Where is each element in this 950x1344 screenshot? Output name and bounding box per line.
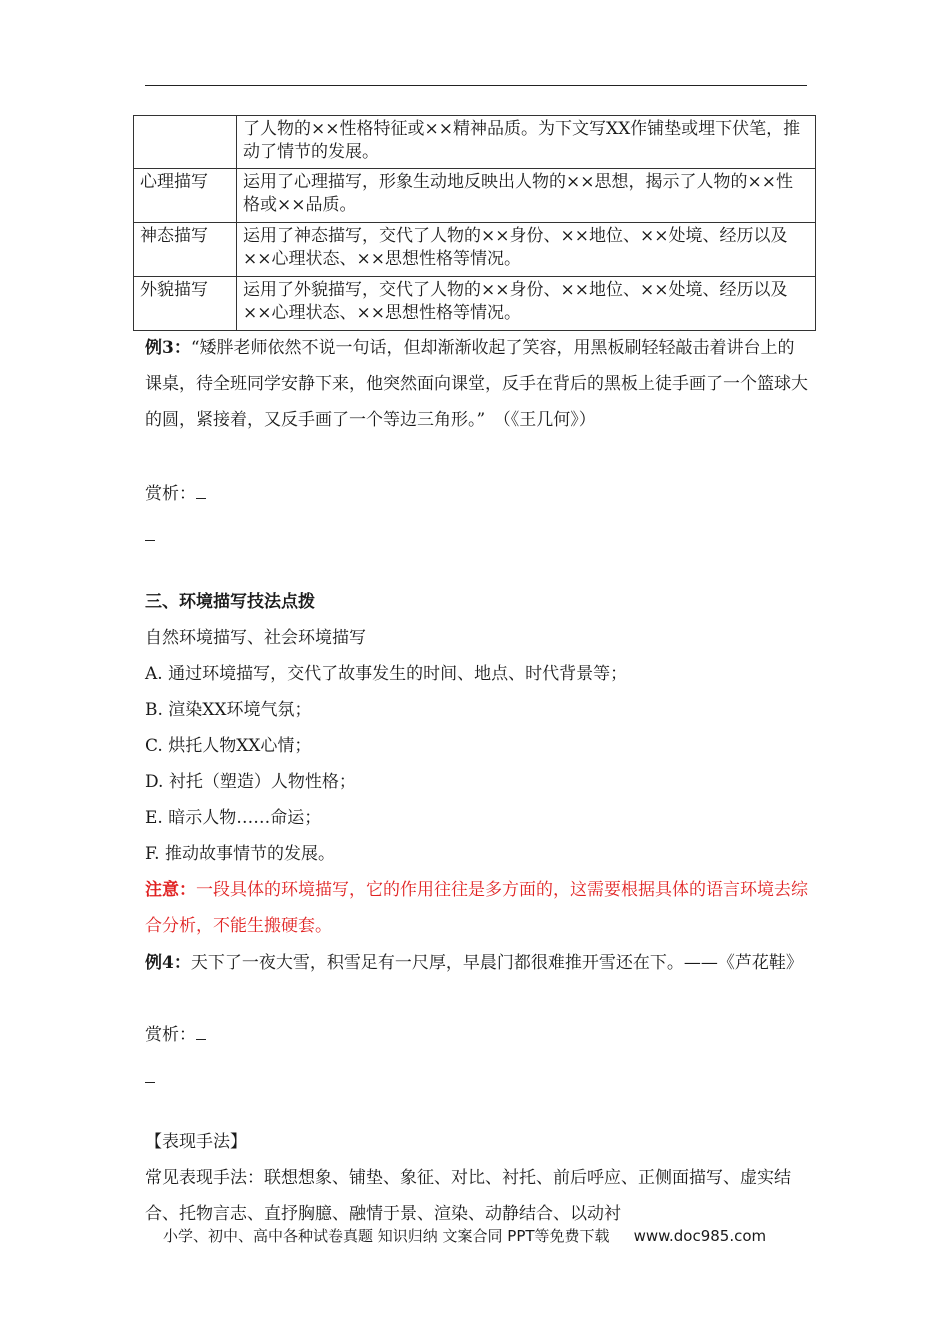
answer-blank[interactable] — [196, 1025, 206, 1040]
description-table — [133, 115, 816, 331]
table-cell-text: 运用了外貌描写，交代了人物的××身份、××地位、××处境、经历以及××心理状态、××思想性格等情况。 — [237, 277, 816, 331]
list-item: E. 暗示人物……命运； — [145, 808, 322, 828]
techniques-heading: 【表现手法】 — [145, 1132, 247, 1152]
appreciation-label-2: 赏析： — [145, 1025, 196, 1045]
example-3-label: 例3： — [145, 338, 191, 358]
example-3-text: “矮胖老师依然不说一句话，但却渐渐收起了笑容，用黑板刷轻轻敲击着讲台上的课桌，待全班同学安静下来，他突然面向课堂，反手在背后的黑板上徒手画了一个篮球大的圆，紧接着，又反手画了一个等边三角形。” （《王几何》） — [145, 338, 808, 430]
example-4-text: 天下了一夜大雪，积雪足有一尺厚，早晨门都很难推开雪还在下。——《芦花鞋》 — [190, 953, 803, 973]
answer-blank[interactable] — [196, 484, 206, 499]
table-cell-text: 运用了心理描写，形象生动地反映出人物的××思想，揭示了人物的××性格或××品质。 — [237, 169, 816, 223]
techniques-text: 常见表现手法：联想想象、铺垫、象征、对比、衬托、前后呼应、正侧面描写、虚实结合、托物言志、直抒胸臆、融情于景、渲染、动静结合、以动衬 — [145, 1168, 791, 1224]
list-item: F. 推动故事情节的发展。 — [145, 844, 335, 864]
table-cell-label — [134, 116, 237, 169]
table-cell-label: 心理描写 — [134, 169, 237, 223]
footer — [163, 1225, 766, 1247]
header-rule — [145, 85, 807, 86]
table-row — [134, 223, 816, 277]
example-4-label: 例4： — [145, 953, 191, 973]
example-4-paragraph — [145, 945, 809, 981]
table-cell-text: 运用了神态描写，交代了人物的××身份、××地位、××处境、经历以及××心理状态、××思想性格等情况。 — [237, 223, 816, 277]
list-item: A. 通过环境描写，交代了故事发生的时间、地点、时代背景等； — [145, 664, 628, 684]
note-label: 注意： — [145, 880, 196, 900]
table-row — [134, 116, 816, 169]
table-cell-label: 神态描写 — [134, 223, 237, 277]
section-3-heading: 三、环境描写技法点拨 — [145, 592, 315, 612]
table-cell-label: 外貌描写 — [134, 277, 237, 331]
list-item: D. 衬托（塑造）人物性格； — [145, 772, 356, 792]
appreciation-label-1: 赏析： — [145, 484, 196, 504]
answer-blank[interactable] — [145, 526, 155, 541]
footer-text: 小学、初中、高中各种试卷真题 知识归纳 文案合同 PPT等免费下载 — [163, 1227, 610, 1245]
note-paragraph — [145, 872, 809, 944]
table-row — [134, 169, 816, 223]
section-3-subheading: 自然环境描写、社会环境描写 — [145, 628, 366, 648]
answer-blank-line-1 — [145, 518, 155, 554]
appreciation-line-1 — [145, 476, 206, 512]
answer-blank[interactable] — [145, 1068, 155, 1083]
footer-url[interactable]: www.doc985.com — [633, 1227, 767, 1245]
table-row — [134, 277, 816, 331]
note-text: 一段具体的环境描写，它的作用往往是多方面的，这需要根据具体的语言环境去综合分析，不能生搬硬套。 — [145, 880, 808, 936]
example-3-paragraph — [145, 330, 809, 438]
list-item: C. 烘托人物XX心情； — [145, 736, 312, 756]
appreciation-line-2 — [145, 1017, 206, 1053]
list-item: B. 渲染XX环境气氛； — [145, 700, 312, 720]
table-cell-text: 了人物的××性格特征或××精神品质。为下文写XX作铺垫或埋下伏笔，推动了情节的发展。 — [237, 116, 816, 169]
answer-blank-line-2 — [145, 1060, 155, 1096]
